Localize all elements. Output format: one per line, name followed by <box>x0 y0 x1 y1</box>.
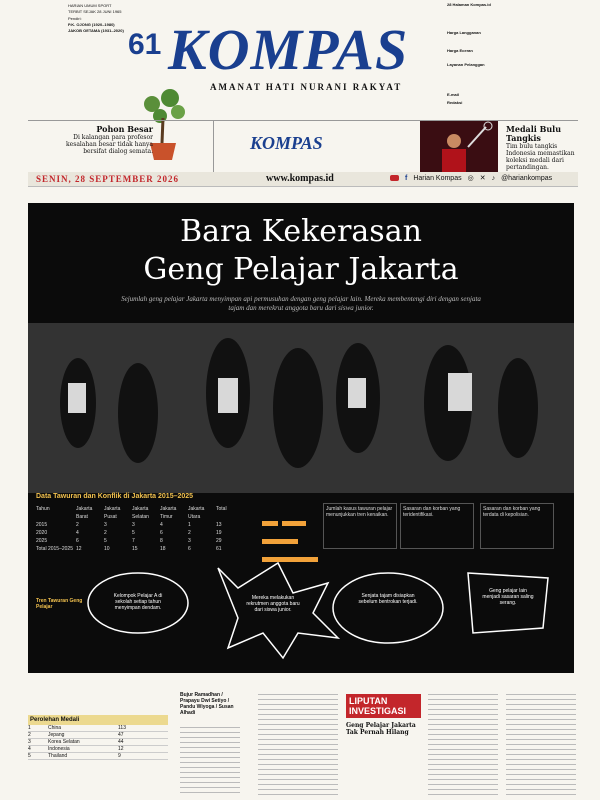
headline-line-1: Bara Kekerasan <box>180 214 422 249</box>
hero-standfirst: Sejumlah geng pelajar Jakarta menyimpan api permusuhan dengan geng pelajar lain. Mereka membentengi diri dengan senjata tajam dan merekrut anggota baru dari siswa junior. <box>121 295 481 312</box>
instagram-handle[interactable]: @hariankompas <box>501 174 553 182</box>
table-cell: 10 <box>104 546 110 552</box>
table-row <box>28 753 168 760</box>
table-cell: 12 <box>118 746 124 752</box>
masthead-info-line: JAKOB OETAMA (1931–2020) <box>68 28 124 33</box>
table-cell: Jepang <box>48 732 65 738</box>
table-cell: China <box>48 725 62 731</box>
tiktok-icon[interactable]: ♪ <box>491 174 496 182</box>
table-cell: 3 <box>132 522 135 528</box>
social-links <box>390 174 552 182</box>
stats-box-text: Jumlah kasus tawuran pelajar menunjukkan tren kenaikan. <box>326 506 393 518</box>
table-row <box>28 732 168 739</box>
investigation-box[interactable] <box>346 694 421 736</box>
table-header-cell: Tahun <box>36 506 50 512</box>
cartoon-illustrations <box>28 558 574 668</box>
teaser-center-logo: KOMPAS <box>250 133 323 153</box>
stats-title: Data Tawuran dan Konflik di Jakarta 2015–2025 <box>36 493 194 500</box>
table-header-cell: Jakarta Selatan <box>132 506 149 520</box>
facebook-handle[interactable]: Harian Kompas <box>413 174 462 182</box>
article-body-column <box>180 725 240 795</box>
masthead-info-line: Pendiri: <box>68 16 82 21</box>
table-header-cell: Jakarta Utara <box>188 506 205 520</box>
table-cell: 2020 <box>36 530 48 536</box>
table-cell: 29 <box>216 538 222 544</box>
masthead-info-line: Layanan Pelanggan <box>447 62 485 67</box>
edition-date: SENIN, 28 SEPTEMBER 2026 <box>36 174 180 184</box>
cartoon-bubble: Geng pelajar lain menjadi sasaran saling serang. <box>482 588 534 606</box>
article-body-column <box>428 692 498 797</box>
table-cell: 4 <box>28 746 31 752</box>
table-bar <box>282 521 306 526</box>
teaser-left-text: Di kalangan para profesor kesalahan besar tidak hanya bersifat dialog semata. <box>66 134 153 155</box>
masthead-info-line: P.K. OJONG (1920–1980) <box>68 22 115 27</box>
cartoon-bubble: Mereka melakukan rekrutmen anggota baru dari siswa junior. <box>246 595 300 613</box>
badminton-photo[interactable] <box>420 121 498 173</box>
masthead-info-line: Redaksi <box>447 100 463 105</box>
instagram-icon[interactable]: ◎ <box>467 175 474 182</box>
table-cell: 47 <box>118 732 124 738</box>
stats-box-2 <box>400 503 474 549</box>
stats-box-text: Sasaran dan korban yang terdata di kepolisian. <box>483 506 541 518</box>
teaser-right-title: Medali Bulu Tangkis <box>506 124 562 143</box>
twitter-icon[interactable]: ✕ <box>479 175 486 182</box>
teaser-left-title: Pohon Besar <box>96 124 153 134</box>
kompas-anniversary-logo[interactable] <box>250 133 323 154</box>
kompas-logo[interactable]: KOMPAS <box>168 17 409 82</box>
teaser-left[interactable] <box>58 125 153 155</box>
table-cell: 4 <box>76 530 79 536</box>
teaser-right-text: Tim bulu tangkis Indonesia memastikan koleksi medali dari pertandingan. <box>506 143 575 171</box>
table-cell: 9 <box>118 753 121 759</box>
table-cell: 12 <box>76 546 82 552</box>
table-cell: 6 <box>76 538 79 544</box>
masthead-info-line: HARIAN UMUM SPORT <box>68 3 112 8</box>
table-cell: 5 <box>104 538 107 544</box>
table-row <box>28 746 168 753</box>
stats-box-text: Sasaran dan korban yang teridentifikasi. <box>403 506 461 518</box>
table-cell: 2 <box>76 522 79 528</box>
medal-table <box>28 715 168 760</box>
masthead-info-line: TERBIT SEJAK 28 JUNI 1965 <box>68 9 122 14</box>
headline-line-2: Geng Pelajar Jakarta <box>143 252 459 287</box>
date-bar <box>28 172 578 187</box>
table-cell: Korea Selatan <box>48 739 80 745</box>
table-cell: 2 <box>104 530 107 536</box>
masthead-info-line: E-mail <box>447 92 460 97</box>
table-bar <box>262 521 278 526</box>
masthead-info-line: Harga Langganan <box>447 30 481 35</box>
table-cell: 2 <box>28 732 31 738</box>
medal-table-title: Perolehan Medali <box>28 715 168 725</box>
table-header-cell: Jakarta Timur <box>160 506 177 520</box>
masthead-info-line: Harga Eceran <box>447 48 473 53</box>
table-cell: 44 <box>118 739 124 745</box>
table-cell: 19 <box>216 530 222 536</box>
article-body-column <box>506 692 576 797</box>
table-cell: 3 <box>104 522 107 528</box>
table-cell: 61 <box>216 546 222 552</box>
table-cell: 2025 <box>36 538 48 544</box>
table-row <box>28 739 168 746</box>
table-cell: 2 <box>188 530 191 536</box>
students-brawl-photo <box>28 323 574 493</box>
anniversary-number: 61 <box>128 28 162 61</box>
investigation-label: LIPUTAN INVESTIGASI <box>346 694 421 718</box>
table-header-cell: Jakarta Pusat <box>104 506 121 520</box>
anniversary-badge <box>128 28 162 68</box>
article-byline: Bujur Ramadhan / Prapayu Dwi Setiyo / Pandu Wiyoga / Susan Alhadi <box>180 692 234 716</box>
table-cell: 1 <box>28 725 31 731</box>
facebook-icon[interactable]: f <box>405 174 408 182</box>
table-cell: 6 <box>188 546 191 552</box>
investigation-headline: Geng Pelajar Jakarta Tak Pernah Hilang <box>346 722 416 736</box>
table-cell: 15 <box>132 546 138 552</box>
youtube-icon[interactable] <box>390 175 399 181</box>
trend-label: Tren Tawuran Geng Pelajar <box>36 598 83 610</box>
masthead-info-line: 28 Halaman Kompas.id <box>447 2 491 7</box>
table-cell: 5 <box>132 530 135 536</box>
teaser-strip <box>28 120 578 174</box>
table-cell: 13 <box>216 522 222 528</box>
table-cell: 1 <box>188 522 191 528</box>
hero-headline <box>28 213 574 289</box>
table-cell: 8 <box>160 538 163 544</box>
masthead-motto: AMANAT HATI NURANI RAKYAT <box>210 82 403 92</box>
table-cell: 18 <box>160 546 166 552</box>
table-cell: 3 <box>28 739 31 745</box>
website-link[interactable]: www.kompas.id <box>266 173 334 184</box>
table-cell: Thailand <box>48 753 68 759</box>
table-cell: 3 <box>188 538 191 544</box>
brawl-data-table <box>36 505 321 553</box>
article-body-column <box>258 692 338 797</box>
teaser-right[interactable] <box>506 125 578 171</box>
cartoon-bubble: Kelompok Pelajar A di sekolah setiap tahun menyimpan dendam. <box>113 593 163 611</box>
table-cell: Total 2015–2025 <box>36 546 73 552</box>
table-row <box>28 725 168 732</box>
stats-box-3 <box>480 503 554 549</box>
cartoon-bubble: Senjata tajam disiapkan sebelum bentrokan terjadi. <box>358 593 418 605</box>
table-bar <box>262 539 298 544</box>
stats-box-1 <box>323 503 397 549</box>
table-cell: 4 <box>160 522 163 528</box>
table-header-cell: Total <box>216 506 227 512</box>
table-cell: 7 <box>132 538 135 544</box>
table-cell: 6 <box>160 530 163 536</box>
table-cell: Indonesia <box>48 746 70 752</box>
table-cell: 2015 <box>36 522 48 528</box>
bottom-section <box>28 690 578 800</box>
table-header-cell: Jakarta Barat <box>76 506 93 520</box>
hero-feature <box>28 203 574 673</box>
table-cell: 5 <box>28 753 31 759</box>
table-cell: 113 <box>118 725 126 731</box>
